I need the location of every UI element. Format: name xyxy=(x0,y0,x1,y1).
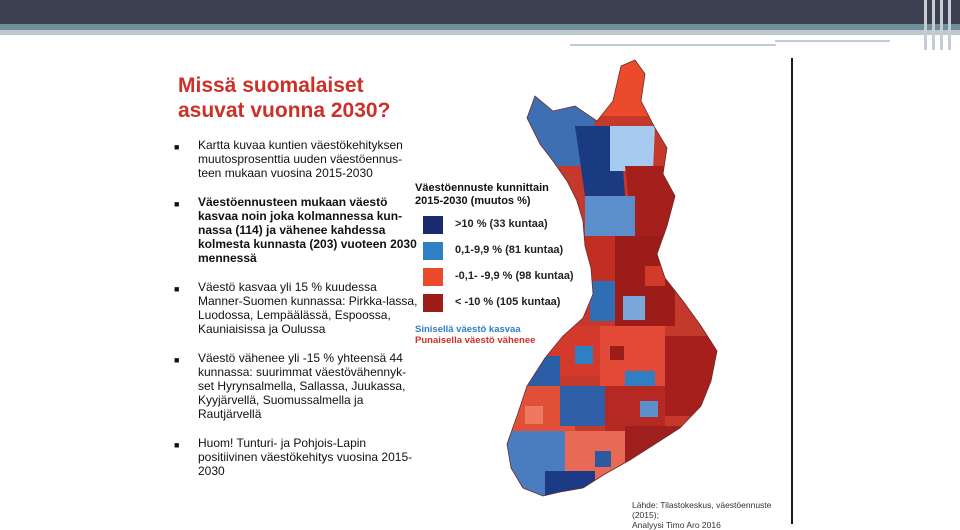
bullet-item: ■ Kartta kuvaa kuntien väestökehityksen muutosprosenttia uuden väestöennus-teen mukaan vuosina 2015-2030 xyxy=(174,138,403,180)
legend-note-blue: Sinisellä väestö kasvaa xyxy=(415,324,521,335)
legend-swatch-dark-blue xyxy=(423,216,443,234)
bullet-icon: ■ xyxy=(174,199,180,209)
municipality-patch xyxy=(610,346,624,360)
map-legend xyxy=(415,182,615,346)
bullet-item: ■ Väestöennusteen mukaan väestö kasvaa noin joka kolmannessa kun-nassa (114) ja vähenee kahdessa kolmesta kunnasta (203) vuoteen 2030 mennessä xyxy=(174,195,417,265)
municipality-patch xyxy=(623,296,645,320)
bullet-item: ■ Väestö kasvaa yli 15 % kuudessa Manner-Suomen kunnassa: Pirkka-lassa, Luodossa, Lempäälässä, Espoossa, Kauniaisissa ja Oulussa xyxy=(174,280,418,336)
legend-item: >10 % (33 kuntaa) xyxy=(415,214,615,236)
divider-line xyxy=(0,30,960,35)
top-banner xyxy=(0,0,960,24)
legend-item: 0,1-9,9 % (81 kuntaa) xyxy=(415,240,615,262)
region-uusimaa xyxy=(545,471,595,501)
divider-line-right xyxy=(570,44,776,46)
legend-swatch-blue xyxy=(423,242,443,260)
municipality-patch xyxy=(640,401,658,417)
bullet-icon: ■ xyxy=(174,284,180,294)
bullet-item: ■ Huom! Tunturi- ja Pohjois-Lapin positiivinen väestökehitys vuosina 2015-2030 xyxy=(174,436,413,478)
region-kymenlaakso xyxy=(625,426,685,476)
region-north-karelia xyxy=(665,336,725,416)
region-tampere xyxy=(560,386,605,426)
corner-decoration xyxy=(920,0,960,50)
legend-swatch-red xyxy=(423,294,443,312)
title-line-2: asuvat vuonna 2030? xyxy=(178,99,391,122)
municipality-patch xyxy=(575,346,593,364)
region-north-lapland xyxy=(595,56,665,116)
bullet-icon: ■ xyxy=(174,440,180,450)
municipality-patch xyxy=(655,451,671,465)
bullet-item: ■ Väestö vähenee yli -15 % yhteensä 44 kunnassa: suurimmat väestövähennyk-set Hyrynsalmella, Sallassa, Juukassa, Kyyjärvellä, Suomussalmella ja Rautjärvellä xyxy=(174,351,407,421)
municipality-patch xyxy=(595,451,611,467)
municipality-patch xyxy=(525,406,543,424)
title-line-1: Missä suomalaiset xyxy=(178,74,364,97)
legend-item: -0,1- -9,9 % (98 kuntaa) xyxy=(415,266,615,288)
bullet-icon: ■ xyxy=(174,142,180,152)
slide-title xyxy=(178,73,428,123)
bullet-list xyxy=(174,138,419,493)
legend-swatch-orange xyxy=(423,268,443,286)
legend-item: < -10 % (105 kuntaa) xyxy=(415,292,615,314)
legend-note-red: Punaisella väestö vähenee xyxy=(415,335,536,346)
region-utsjoki xyxy=(610,126,655,171)
divider-line-far-right xyxy=(775,40,890,42)
bullet-icon: ■ xyxy=(174,355,180,365)
legend-title: Väestöennuste kunnittain 2015-2030 (muutos %) xyxy=(415,182,549,207)
source-caption: Lähde: Tilastokeskus, väestöennuste (2015); Analyysi Timo Aro 2016 xyxy=(632,500,772,530)
slide-right-border xyxy=(791,58,793,524)
